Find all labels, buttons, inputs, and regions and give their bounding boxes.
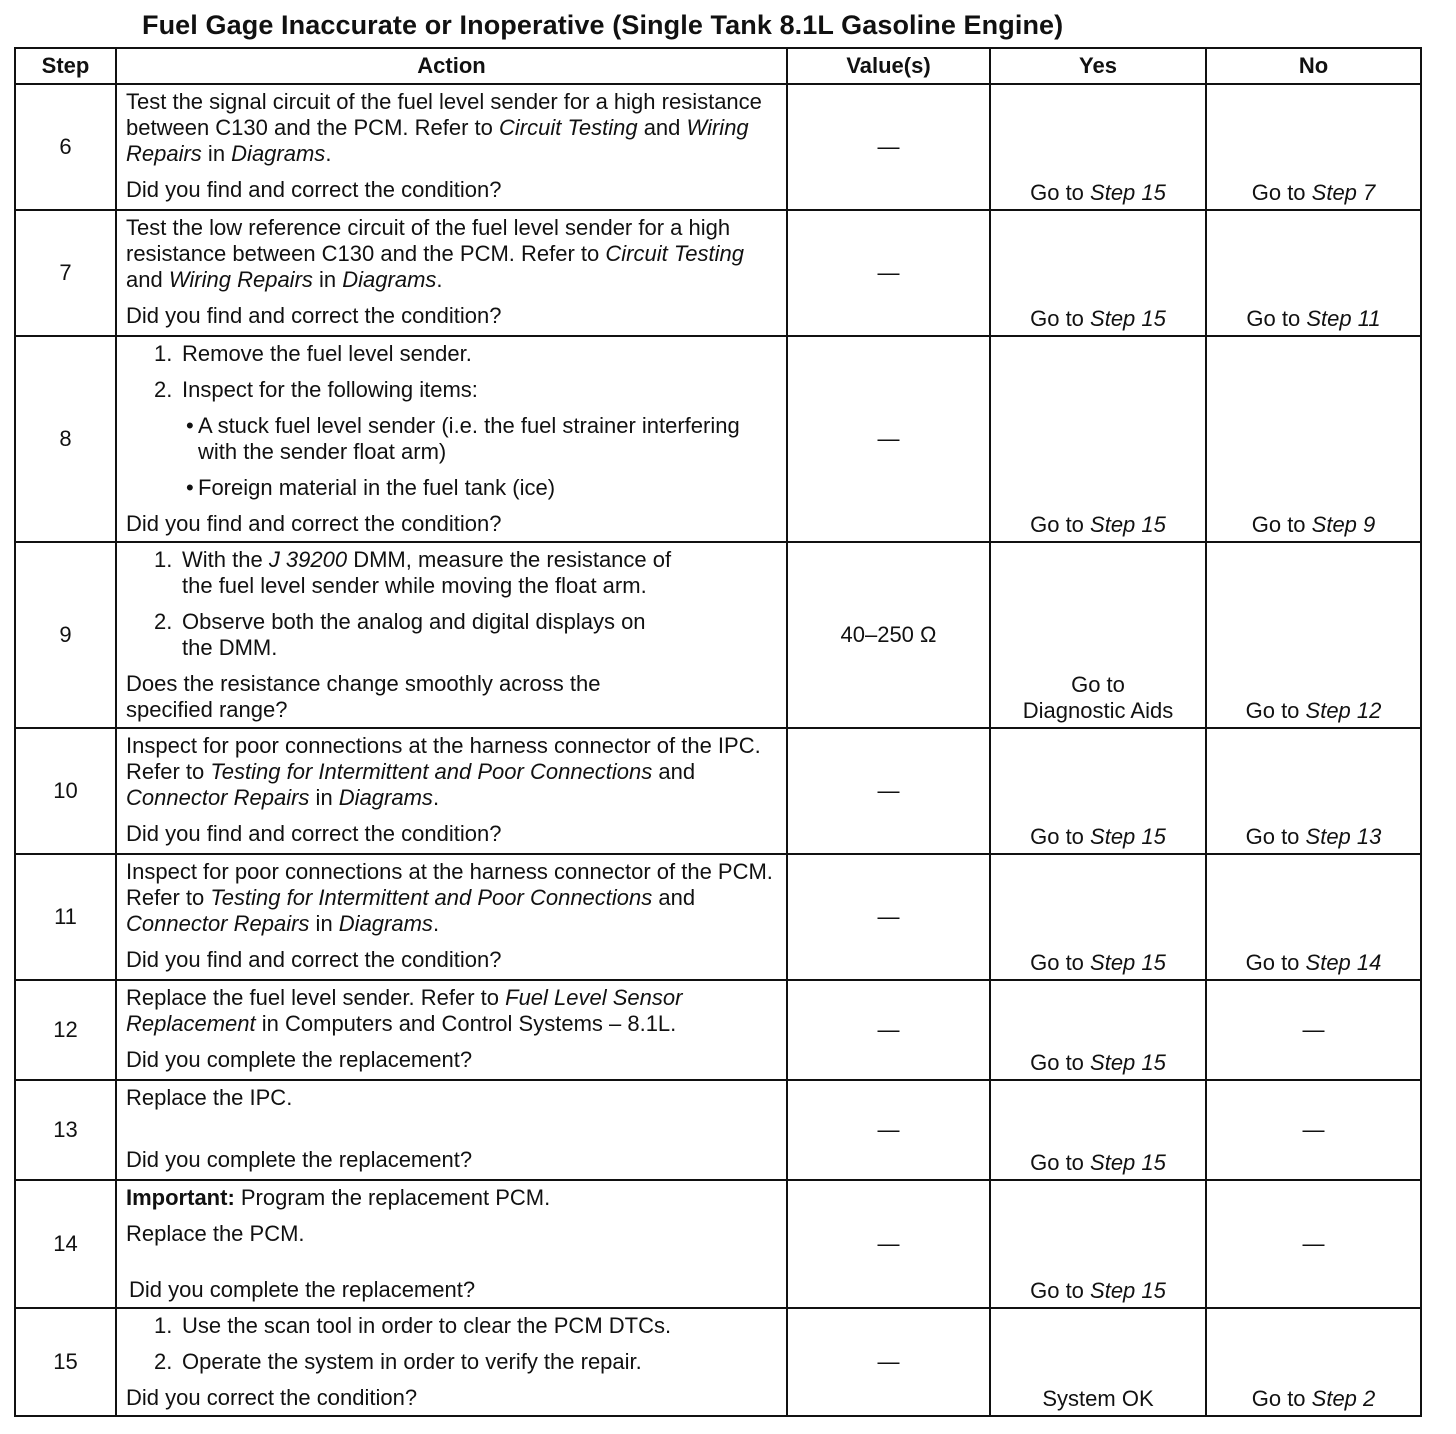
no-cell: Go to Step 2 (1206, 1308, 1421, 1416)
action-text: Test the low reference circuit of the fuel level sender for a high resistance between C130 and the PCM. Refer to Circuit Testing and Wiring Repairs in Diagrams. (126, 215, 744, 292)
numbered-item: 2. Inspect for the following items: (154, 377, 478, 402)
action-question: Does the resistance change smoothly across the specified range? (126, 671, 601, 722)
action-question: Did you complete the replacement? (126, 1147, 473, 1172)
table-row-step-14 (15, 1180, 1421, 1308)
step-number: 11 (15, 854, 116, 980)
table-row-step-15 (15, 1308, 1421, 1416)
no-cell: Go to Step 14 (1206, 854, 1421, 980)
yes-cell: Go to Step 15 (990, 980, 1206, 1080)
no-cell: — (1206, 1080, 1421, 1180)
table-row-step-12 (15, 980, 1421, 1080)
action-question: Did you correct the condition? (126, 1385, 418, 1410)
step-number: 15 (15, 1308, 116, 1416)
no-cell: — (1206, 980, 1421, 1080)
action-question: Did you find and correct the condition? (126, 821, 502, 846)
numbered-item: 1. With the J 39200 DMM, measure the resistance of (154, 547, 672, 572)
action-cell (116, 336, 787, 542)
header-yes: Yes (990, 48, 1206, 84)
no-cell: — (1206, 1180, 1421, 1308)
yes-cell: Go to Step 15 (990, 84, 1206, 210)
step-number: 8 (15, 336, 116, 542)
header-no: No (1206, 48, 1421, 84)
value-cell: — (787, 84, 990, 210)
table-row-step-7 (15, 210, 1421, 336)
yes-cell: System OK (990, 1308, 1206, 1416)
step-number: 12 (15, 980, 116, 1080)
table-row-step-11 (15, 854, 1421, 980)
yes-cell: Go to Step 15 (990, 854, 1206, 980)
value-cell: — (787, 1308, 990, 1416)
yes-cell: Go to Step 15 (990, 336, 1206, 542)
bullet-item: • A stuck fuel level sender (i.e. the fuel strainer interfering with the sender float arm) (186, 413, 740, 464)
action-text: Inspect for poor connections at the harness connector of the PCM. Refer to Testing for Intermittent and Poor Connections and Connector Repairs in Diagrams. (126, 859, 773, 936)
action-question: Did you complete the replacement? (126, 1047, 473, 1072)
value-cell: — (787, 1180, 990, 1308)
header-action: Action (116, 48, 787, 84)
numbered-item: 2. Observe both the analog and digital displays on (154, 609, 646, 634)
numbered-item: 1. Use the scan tool in order to clear the PCM DTCs. (154, 1313, 672, 1338)
numbered-item: 2. Operate the system in order to verify the repair. (154, 1349, 642, 1374)
bullet-icon: • (186, 475, 194, 500)
action-text: Replace the IPC. (126, 1085, 293, 1110)
yes-cell: Go to Diagnostic Aids (990, 542, 1206, 728)
table-row-step-13 (15, 1080, 1421, 1180)
value-cell: — (787, 980, 990, 1080)
table-row-step-9 (15, 542, 1421, 728)
action-cell (116, 980, 787, 1080)
no-cell: Go to Step 7 (1206, 84, 1421, 210)
diagnostic-table (14, 47, 1422, 1417)
step-number: 6 (15, 84, 116, 210)
numbered-item: 1. Remove the fuel level sender. (154, 341, 472, 366)
step-number: 13 (15, 1080, 116, 1180)
no-cell: Go to Step 13 (1206, 728, 1421, 854)
table-row-step-10 (15, 728, 1421, 854)
table-row-step-8 (15, 336, 1421, 542)
value-cell: 40–250 Ω (787, 542, 990, 728)
action-cell (116, 84, 787, 210)
action-text: Replace the fuel level sender. Refer to Fuel Level Sensor Replacement in Computers and Control Systems – 8.1L. (126, 985, 683, 1036)
value-cell: — (787, 210, 990, 336)
step-number: 10 (15, 728, 116, 854)
step-number: 14 (15, 1180, 116, 1308)
important-note: Important: Program the replacement PCM. (126, 1185, 551, 1210)
action-cell (116, 1308, 787, 1416)
step-number: 9 (15, 542, 116, 728)
action-question: Did you find and correct the condition? (126, 511, 502, 536)
value-cell: — (787, 854, 990, 980)
step-number: 7 (15, 210, 116, 336)
yes-cell: Go to Step 15 (990, 1180, 1206, 1308)
action-cell (116, 854, 787, 980)
action-cell (116, 1180, 787, 1308)
action-question: Did you find and correct the condition? (126, 303, 502, 328)
action-question: Did you find and correct the condition? (126, 947, 502, 972)
table-header-row (15, 48, 1421, 84)
action-question: Did you find and correct the condition? (126, 177, 502, 202)
yes-cell: Go to Step 15 (990, 1080, 1206, 1180)
action-text: Inspect for poor connections at the harness connector of the IPC. Refer to Testing for Intermittent and Poor Connections and Connector Repairs in Diagrams. (126, 733, 761, 810)
value-cell: — (787, 728, 990, 854)
action-cell (116, 542, 787, 728)
bullet-item: • Foreign material in the fuel tank (ice) (186, 475, 556, 500)
action-cell (116, 210, 787, 336)
yes-cell: Go to Step 15 (990, 728, 1206, 854)
action-cell (116, 728, 787, 854)
page-title: Fuel Gage Inaccurate or Inoperative (Single Tank 8.1L Gasoline Engine) (142, 10, 1064, 40)
bullet-icon: • (186, 413, 194, 438)
value-cell: — (787, 1080, 990, 1180)
no-cell: Go to Step 9 (1206, 336, 1421, 542)
action-question: Did you complete the replacement? (129, 1277, 476, 1302)
action-text: Test the signal circuit of the fuel level sender for a high resistance between C130 and the PCM. Refer to Circuit Testing and Wiring Repairs in Diagrams. (126, 89, 762, 166)
no-cell: Go to Step 12 (1206, 542, 1421, 728)
numbered-item-cont: the fuel level sender while moving the float arm. (182, 573, 647, 598)
numbered-item-cont: the DMM. (182, 635, 278, 660)
header-step: Step (15, 48, 116, 84)
no-cell: Go to Step 11 (1206, 210, 1421, 336)
action-cell (116, 1080, 787, 1180)
table-row-step-6 (15, 84, 1421, 210)
yes-cell: Go to Step 15 (990, 210, 1206, 336)
action-text: Replace the PCM. (126, 1221, 305, 1246)
header-values: Value(s) (787, 48, 990, 84)
value-cell: — (787, 336, 990, 542)
